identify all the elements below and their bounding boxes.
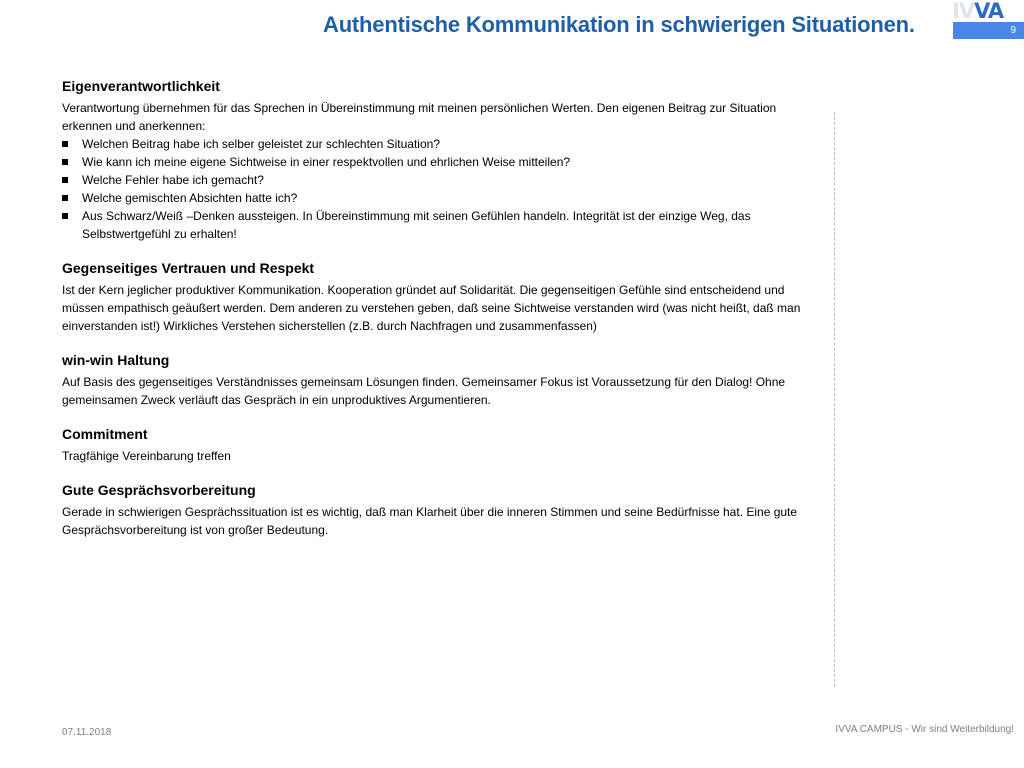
square-bullet-icon <box>62 141 68 147</box>
section-text: Gerade in schwierigen Gesprächssituation ist es wichtig, daß man Klarheit über die inneren Stimmen und seine Bedürfnisse hat. Eine gute Gesprächsvorbereitung ist von großer Bedeutung. <box>62 505 798 537</box>
page-number-badge: 9 <box>953 22 1024 39</box>
section-vertrauen-respekt <box>62 260 822 335</box>
bullet-item <box>62 171 822 189</box>
content-area <box>62 78 822 556</box>
section-text: Auf Basis des gegenseitiges Verständnisses gemeinsam Lösungen finden. Gemeinsamer Fokus ist Voraussetzung für den Dialog! Ohne gemeinsamen Zweck verläuft das Gespräch in ein unproduktives Argumentieren. <box>62 375 786 407</box>
square-bullet-icon <box>62 177 68 183</box>
section-heading: win-win Haltung <box>62 352 170 368</box>
bullet-item <box>62 135 822 153</box>
section-text: Tragfähige Vereinbarung treffen <box>62 449 231 463</box>
bullet-list <box>62 135 822 243</box>
bullet-text: Welche Fehler habe ich gemacht? <box>82 173 264 187</box>
section-text: Ist der Kern jeglicher produktiver Kommunikation. Kooperation gründet auf Solidarität. Die gegenseitigen Gefühle sind entscheidend und müssen empathisch geäußert werden. Dem anderen zu verstehen geben, daß seine Sichtweise verstanden wird (was nicht heißt, daß man einverstanden ist!) Wirkliches Verstehen sicherstellen (z.B. durch Nachfragen und zusammenfassen) <box>62 283 801 333</box>
footer-tagline: IVVA CAMPUS - Wir sind Weiterbildung! <box>835 724 1014 735</box>
bullet-item <box>62 153 822 171</box>
ivva-logo: IVVA <box>952 0 1004 22</box>
square-bullet-icon <box>62 159 68 165</box>
section-heading: Gegenseitiges Vertrauen und Respekt <box>62 260 315 276</box>
section-heading: Commitment <box>62 426 148 442</box>
section-eigenverantwortlichkeit <box>62 78 822 243</box>
section-text: Verantwortung übernehmen für das Sprechen in Übereinstimmung mit meinen persönlichen Werten. Den eigenen Beitrag zur Situation erkennen und anerkennen: <box>62 101 777 133</box>
section-heading: Eigenverantwortlichkeit <box>62 78 220 94</box>
bullet-item <box>62 189 822 207</box>
bullet-text: Wie kann ich meine eigene Sichtweise in einer respektvollen und ehrlichen Weise mitteilen? <box>82 155 571 169</box>
square-bullet-icon <box>62 213 68 219</box>
bullet-text: Welche gemischten Absichten hatte ich? <box>82 191 298 205</box>
footer-date: 07.11.2018 <box>62 727 112 738</box>
page-title: Authentische Kommunikation in schwierigen Situationen. <box>323 12 915 37</box>
square-bullet-icon <box>62 195 68 201</box>
section-win-win <box>62 352 822 409</box>
bullet-text: Aus Schwarz/Weiß –Denken aussteigen. In Übereinstimmung mit seinen Gefühlen handeln. Integrität ist der einzige Weg, das Selbstwertgefühl zu erhalten! <box>82 209 751 241</box>
bullet-text: Welchen Beitrag habe ich selber geleistet zur schlechten Situation? <box>82 137 440 151</box>
section-gespraechsvorbereitung <box>62 482 822 539</box>
dashed-divider <box>834 112 835 687</box>
bullet-item <box>62 207 822 243</box>
section-heading: Gute Gesprächsvorbereitung <box>62 482 256 498</box>
section-commitment <box>62 426 822 465</box>
